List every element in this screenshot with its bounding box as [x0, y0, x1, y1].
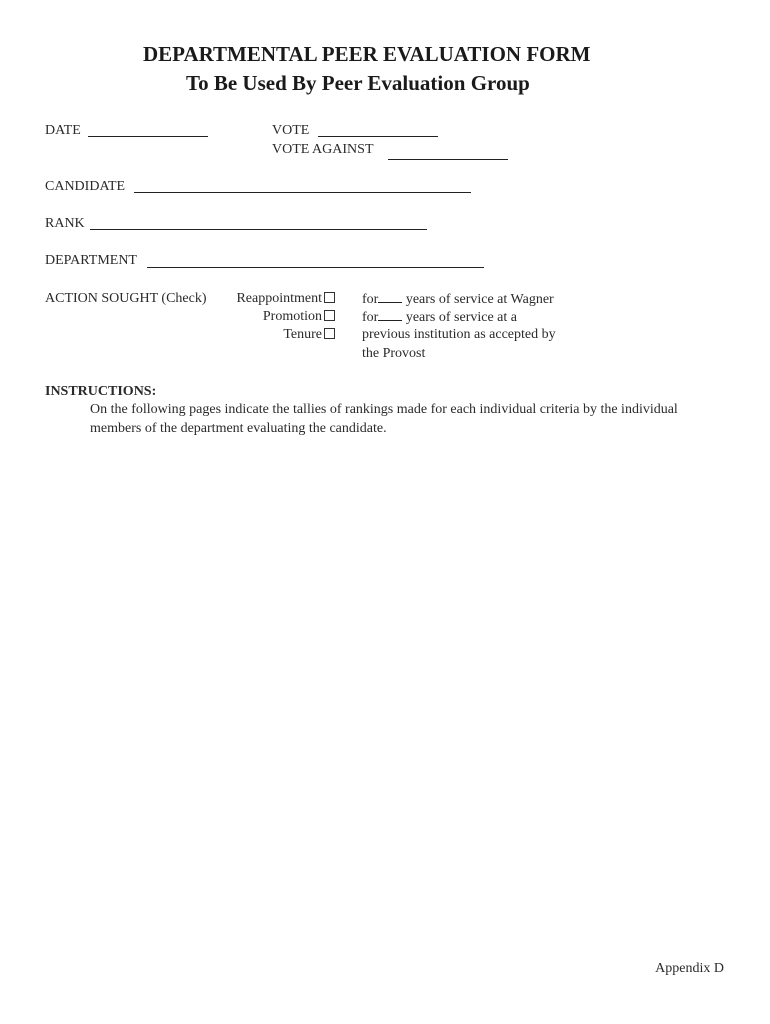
- tenure-option[interactable]: [283, 327, 335, 343]
- tenure-checkbox[interactable]: [324, 328, 335, 339]
- instructions-heading: INSTRUCTIONS:: [45, 384, 157, 399]
- appendix-label: Appendix D: [655, 961, 724, 976]
- service-previous-text: years of service at a: [405, 310, 517, 325]
- service-line-4: the Provost: [362, 346, 426, 361]
- years-previous-field[interactable]: [378, 309, 402, 321]
- reappointment-label: Reappointment: [236, 291, 322, 306]
- reappointment-checkbox[interactable]: [324, 292, 335, 303]
- form-title: DEPARTMENTAL PEER EVALUATION FORM: [143, 42, 591, 66]
- date-field[interactable]: [88, 136, 208, 137]
- promotion-checkbox[interactable]: [324, 310, 335, 321]
- service-wagner-text: years of service at Wagner: [405, 292, 554, 307]
- promotion-label: Promotion: [262, 309, 322, 324]
- rank-field[interactable]: [90, 229, 427, 230]
- date-label: DATE: [45, 123, 81, 138]
- for-label-1: for: [362, 292, 379, 307]
- candidate-field[interactable]: [134, 192, 471, 193]
- action-sought-label: ACTION SOUGHT (Check): [45, 291, 207, 306]
- department-label: DEPARTMENT: [45, 253, 137, 268]
- vote-label: VOTE: [272, 123, 310, 138]
- rank-label: RANK: [45, 216, 85, 231]
- department-field[interactable]: [147, 267, 484, 268]
- vote-against-field[interactable]: [388, 159, 508, 160]
- instructions-line-1: On the following pages indicate the tallies of rankings made for each individual criteria by the individual: [90, 402, 678, 417]
- service-line-3: previous institution as accepted by: [362, 327, 556, 342]
- vote-against-label: VOTE AGAINST: [272, 142, 374, 157]
- tenure-label: Tenure: [283, 327, 322, 342]
- years-wagner-field[interactable]: [378, 291, 402, 303]
- service-line-1: [362, 291, 554, 308]
- form-subtitle: To Be Used By Peer Evaluation Group: [186, 71, 530, 95]
- reappointment-option[interactable]: [236, 291, 335, 307]
- promotion-option[interactable]: [263, 309, 335, 325]
- for-label-2: for: [362, 310, 379, 325]
- candidate-label: CANDIDATE: [45, 179, 126, 194]
- instructions-line-2: members of the department evaluating the candidate.: [90, 421, 387, 436]
- service-line-2: [362, 309, 517, 326]
- vote-field[interactable]: [318, 136, 438, 137]
